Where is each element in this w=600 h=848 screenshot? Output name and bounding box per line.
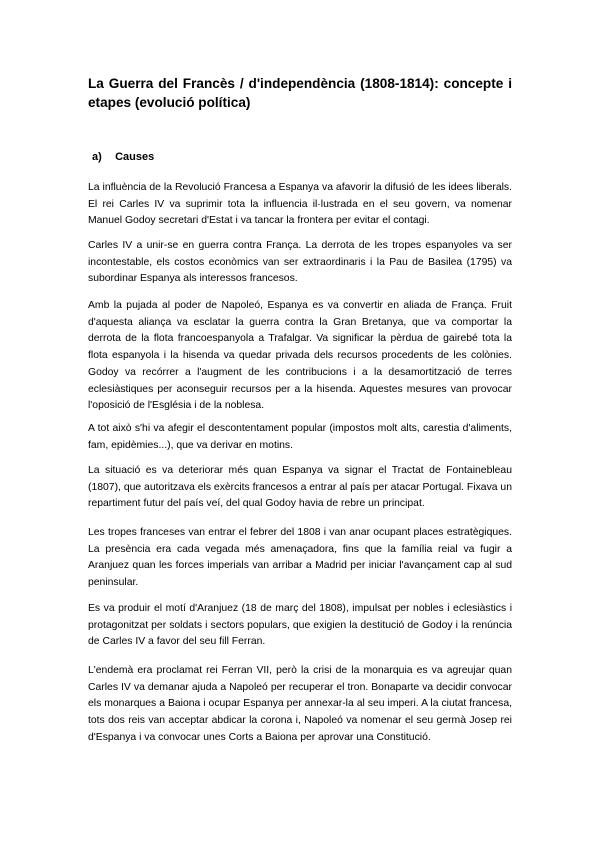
paragraph-2: Carles IV a unir-se en guerra contra França. La derrota de les tropes espanyoles va ser incontestable, els costos econòmics van ser extraordinaris i la Pau de Basilea (1795) va subordinar Espanya als interessos francesos. <box>88 240 512 285</box>
paragraph-8: L'endemà era proclamat rei Ferran VII, però la crisi de la monarquia es va agreujar quan Carles IV va demanar ajuda a Napoleó per recuperar el tron. Bonaparte va decidir convocar els monarques a Baiona i ocupar Espanya per annexar-la al seu imperi. A la ciutat francesa, tots dos reis van acceptar abdicar la corona i, Napoleó va nomenar el seu germà Josep rei d'Espanya i va convocar unes Corts a Baiona per aprovar una Constitució. <box>88 665 512 743</box>
paragraph-7: Es va produir el motí d'Aranjuez (18 de març del 1808), impulsat per nobles i eclesiàstics i protagonitzat per soldats i sectors populars, que exigien la destitució de Godoy i la renúncia de Carles IV a favor del seu fill Ferran. <box>88 603 512 648</box>
section-number: a) <box>92 151 102 163</box>
section-heading <box>92 150 154 164</box>
paragraph-3: Amb la pujada al poder de Napoleó, Espanya es va convertir en aliada de França. Fruit d'aquesta aliança va esclatar la guerra contra la Gran Bretanya, que va comportar la derrota de la flota francoespanyola a Trafalgar. Va significar la pèrdua de gairebé tota la flota espanyola i la hisenda va quedar privada dels recursos procedents de les colònies. Godoy va recórrer a l'augment de les contribucions i a la desamortització de terres eclesiàstiques per aconseguir recursos per a la hisenda. Aquestes mesures van provocar l'oposició de l'Església i de la noblesa. <box>88 300 512 412</box>
document-title: La Guerra del Francès / d'independència (1808-1814): concepte i etapes (evolució política) <box>88 76 512 110</box>
paragraph-5: La situació es va deteriorar més quan Espanya va signar el Tractat de Fontainebleau (1807), que autoritzava els exèrcits francesos a entrar al país per atacar Portugal. Fixava un repartiment futur del país veí, del qual Godoy havia de rebre un principat. <box>88 465 512 510</box>
paragraph-1: La influència de la Revolució Francesa a Espanya va afavorir la difusió de les idees liberals. El rei Carles IV va suprimir tota la influencia il·lustrada en el seu govern, va nomenar Manuel Godoy secretari d'Estat i va tancar la frontera per evitar el contagi. <box>88 182 512 227</box>
paragraph-4: A tot això s'hi va afegir el descontentament popular (impostos molt alts, carestia d'aliments, fam, epidèmies...), que va derivar en motins. <box>88 423 512 451</box>
paragraph-6: Les tropes franceses van entrar el febrer del 1808 i van anar ocupant places estratègiques. La presència era cada vegada més amenaçadora, fins que la família reial va fugir a Aranjuez quan les forces imperials van arribar a Madrid per iniciar l'avançament cap al sud peninsular. <box>88 527 512 589</box>
section-heading-text: Causes <box>115 151 155 163</box>
